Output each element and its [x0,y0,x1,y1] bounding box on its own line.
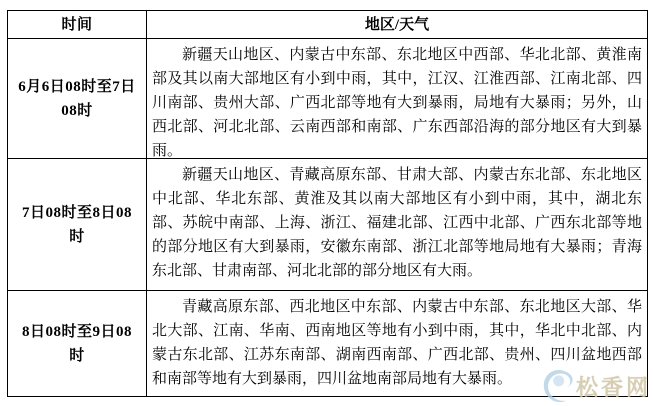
table-header-row [8,11,647,38]
table-row [8,290,647,396]
table-row [8,158,647,290]
time-cell-row1: 6月6日08时至7日08时 [8,39,147,158]
column-header-region-weather: 地区/天气 [364,16,430,33]
watermark-text: 松香网 [575,374,651,400]
weather-cell-row3: 青藏高原东部、西北地区中东部、内蒙古中东部、东北地区大部、华北大部、江南、华南、西南地区等地有小到中雨，其中，华北中北部、内蒙古东北部、江苏东南部、湖南西南部、广西北部、贵州、四川盆地西部和南部等地有大到暴雨，四川盆地南部局地有大暴雨。 [152,299,642,387]
column-header-time: 时间 [8,11,147,38]
time-cell-row3: 8日08时至9日08时 [8,291,147,396]
weather-cell-row2: 新疆天山地区、青藏高原东部、甘肃大部、内蒙古东北部、东北地区中北部、华北东部、黄淮及其以南大部地区有小到中雨，其中，湖北东部、苏皖中南部、上海、浙江、福建北部、江西中北部、广西东北部等地的部分地区有大到暴雨，安徽东南部、浙江北部等地局地有大暴雨；青海东北部、甘肃南部、河北北部的部分地区有大雨。 [152,167,642,279]
table-row [8,38,647,158]
weather-cell-row1: 新疆天山地区、内蒙古中东部、东北地区中西部、华北北部、黄淮南部及其以南大部地区有小到中雨，其中，江汉、江淮西部、江南北部、四川南部、贵州大部、广西北部等地有大到暴雨，局地有大暴雨；另外，山西北部、河北北部、云南西部和南部、广东西部沿海的部分地区有大到暴雨。 [152,47,642,159]
time-cell-row2: 7日08时至8日08时 [8,159,147,290]
weather-forecast-table [7,10,648,397]
